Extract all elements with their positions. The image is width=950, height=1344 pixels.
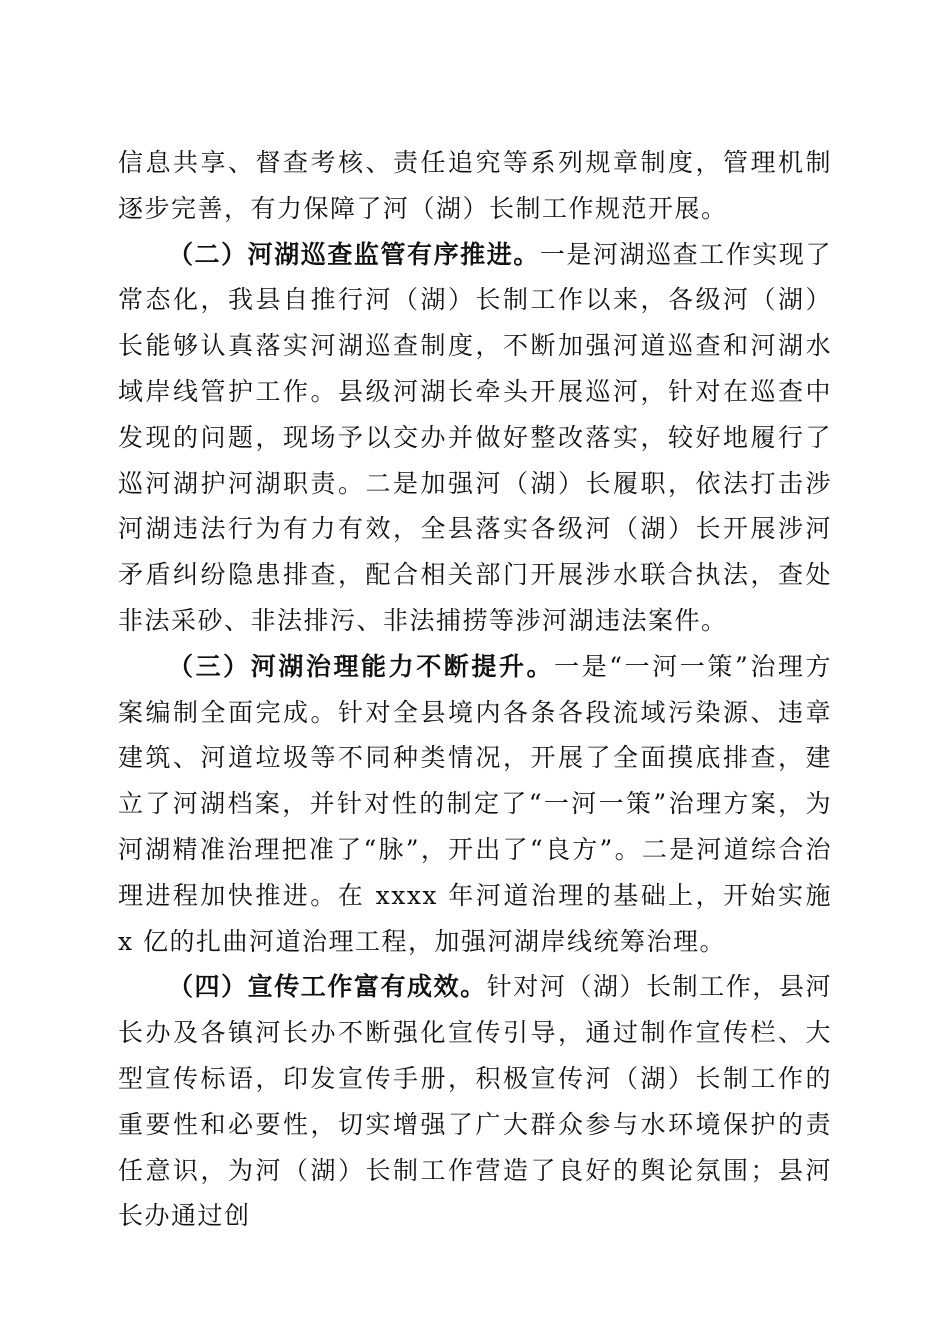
paragraph-continuation bbox=[118, 140, 832, 232]
document-body bbox=[118, 140, 832, 1239]
paragraph-governance bbox=[118, 644, 832, 965]
paragraph-text: 信息共享、督查考核、责任追究等系列规章制度，管理机制逐步完善，有力保障了河（湖）长制工作规范开展。 bbox=[118, 148, 832, 223]
paragraph-text: 一是“一河一策”治理方案编制全面完成。针对全县境内各条各段流域污染源、违章建筑、河道垃圾等不同种类情况，开展了全面摸底排查，建立了河湖档案，并针对性的制定了“一河一策”治理方案，为河湖精准治理把准了“脉”，开出了“良方”。二是河道综合治理进程加快推进。在 xxxx 年河道治理的基础上，开始实施 x 亿的扎曲河道治理工程，加强河湖岸线统筹治理。 bbox=[118, 651, 832, 956]
paragraph-publicity bbox=[118, 964, 832, 1239]
section-heading-4: （四）宣传工作富有成效。 bbox=[168, 972, 487, 1002]
section-heading-3: （三）河湖治理能力不断提升。 bbox=[168, 651, 555, 681]
paragraph-river-patrol bbox=[118, 232, 832, 644]
paragraph-text: 针对河（湖）长制工作，县河长办及各镇河长办不断强化宣传引导，通过制作宣传栏、大型宣传标语，印发宣传手册，积极宣传河（湖）长制工作的重要性和必要性，切实增强了广大群众参与水环境保护的责任意识，为河（湖）长制工作营造了良好的舆论氛围；县河长办通过创 bbox=[118, 972, 832, 1231]
section-heading-2: （二）河湖巡查监管有序推进。 bbox=[168, 239, 540, 269]
paragraph-text: 一是河湖巡查工作实现了常态化，我县自推行河（湖）长制工作以来，各级河（湖）长能够认真落实河湖巡查制度，不断加强河道巡查和河湖水域岸线管护工作。县级河湖长牵头开展巡河，针对在巡查中发现的问题，现场予以交办并做好整改落实，较好地履行了巡河湖护河湖职责。二是加强河（湖）长履职，依法打击涉河湖违法行为有力有效，全县落实各级河（湖）长开展涉河矛盾纠纷隐患排查，配合相关部门开展涉水联合执法，查处非法采砂、非法排污、非法捕捞等涉河湖违法案件。 bbox=[118, 239, 832, 635]
